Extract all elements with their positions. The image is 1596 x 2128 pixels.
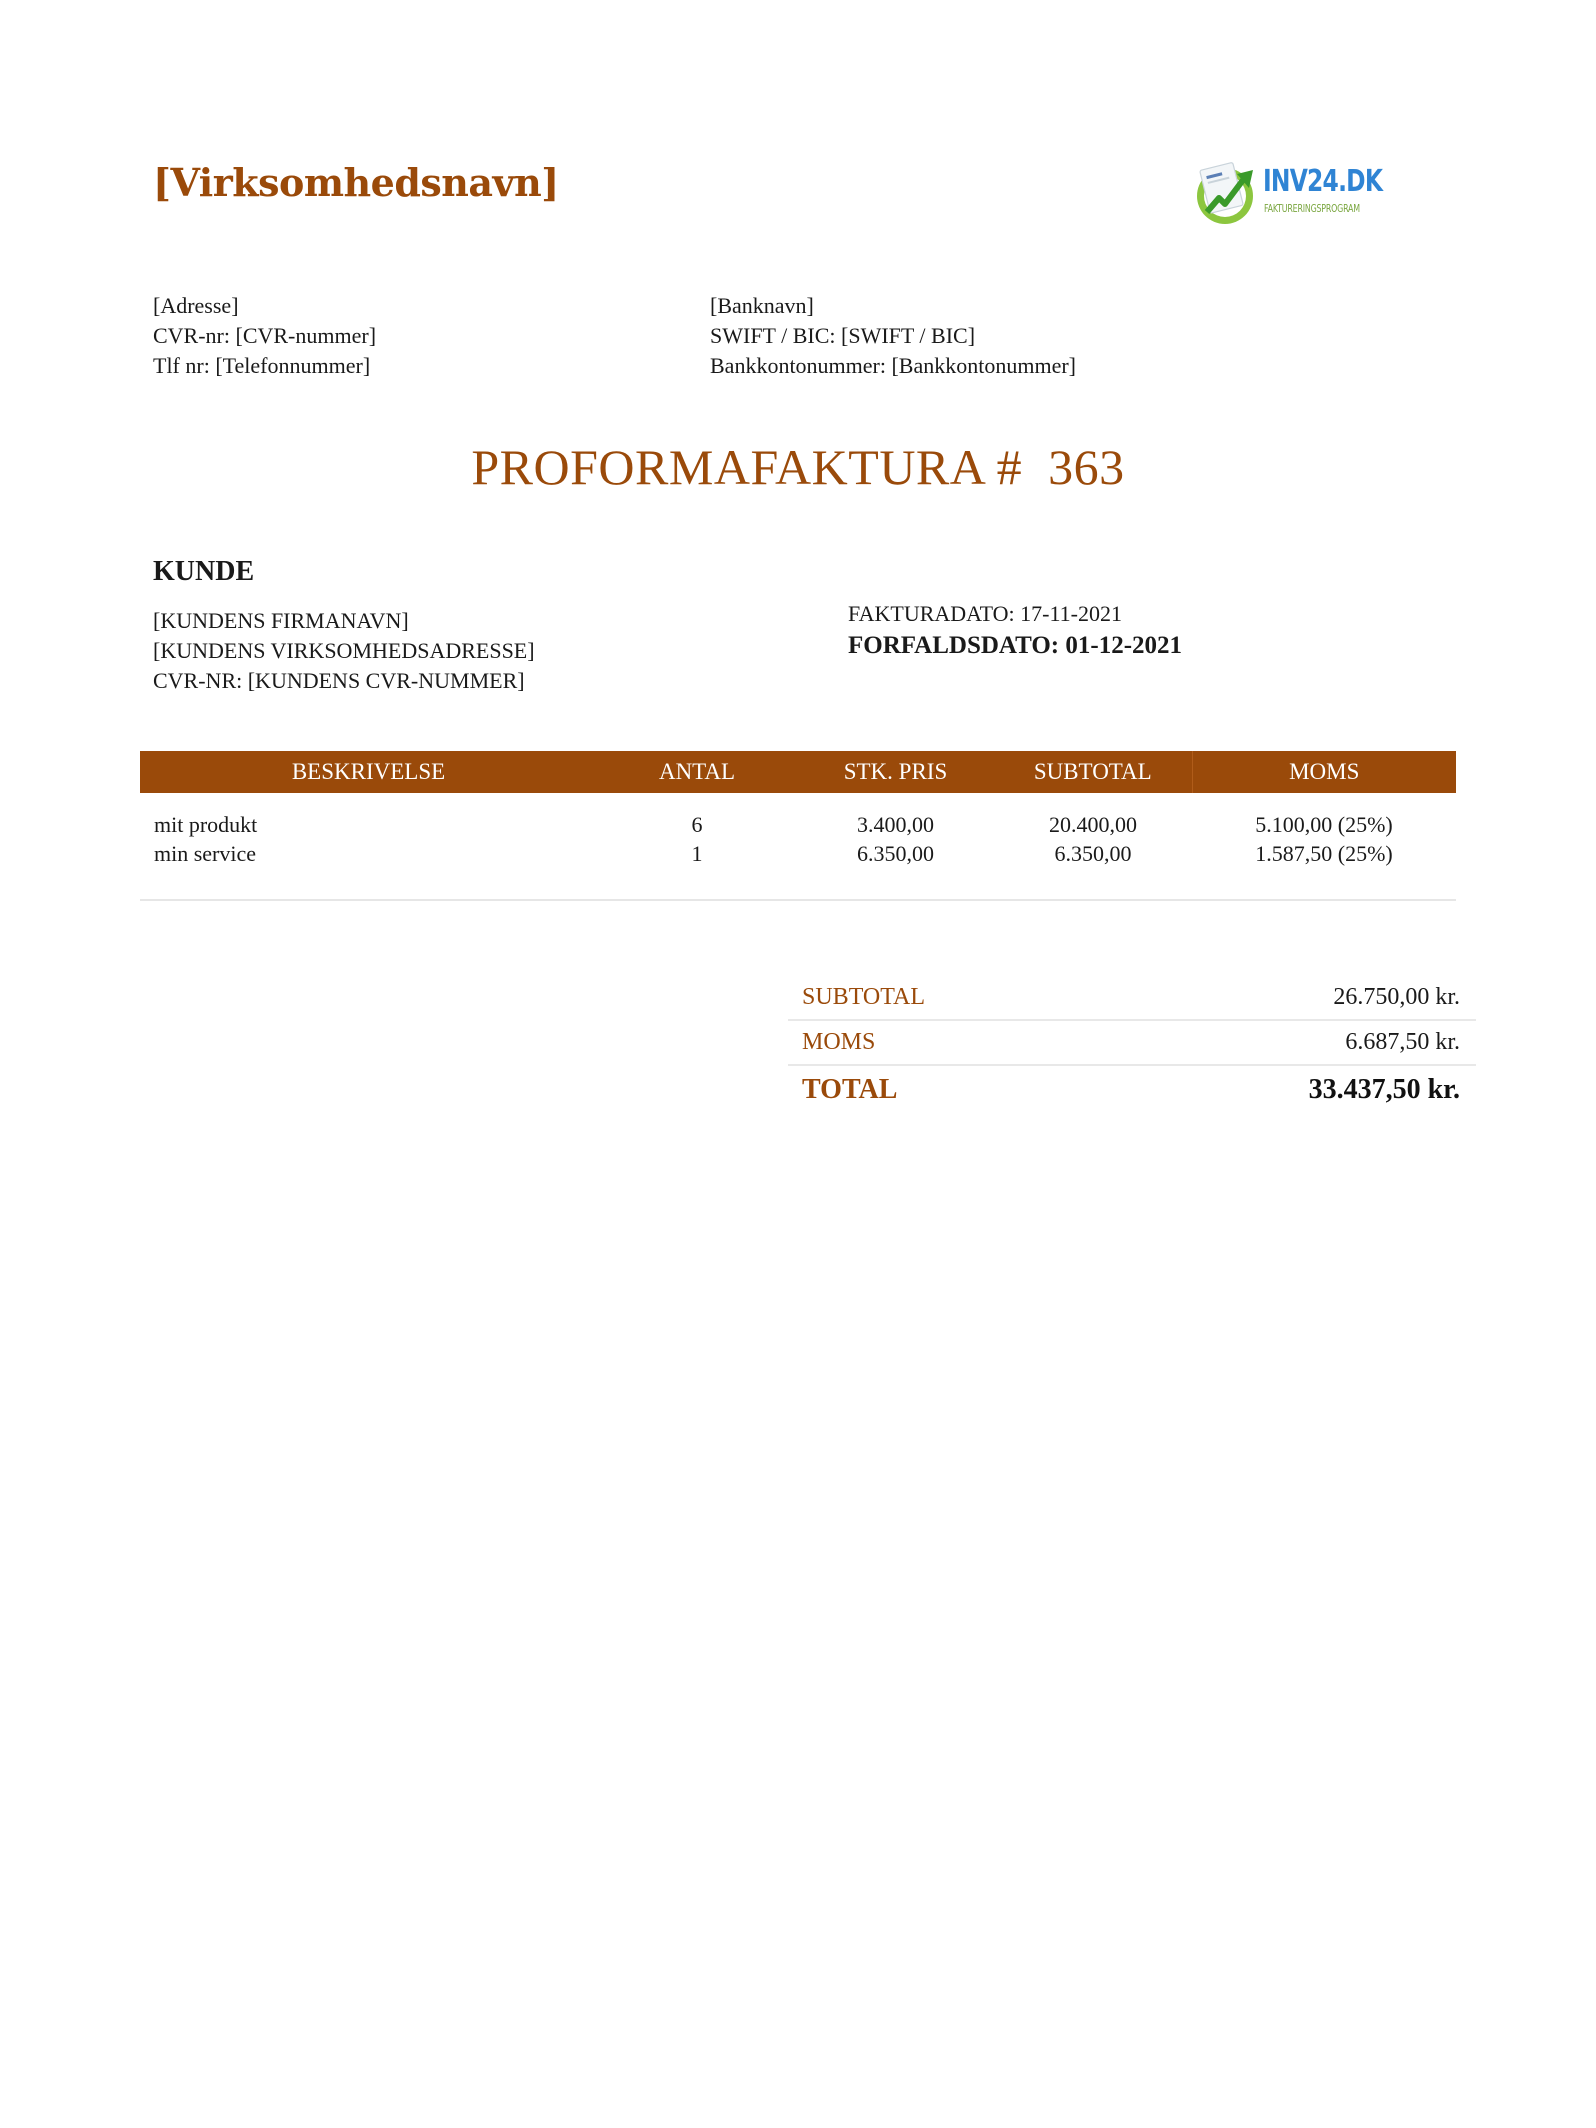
column-header-quantity: ANTAL — [597, 751, 797, 793]
customer-heading: KUNDE — [153, 556, 255, 587]
bank-swift: SWIFT / BIC: [SWIFT / BIC] — [710, 323, 976, 348]
company-name: [Virksomhedsnavn] — [153, 160, 559, 205]
table-row — [140, 793, 1456, 839]
subtotal-value: 26.750,00 kr. — [1333, 984, 1460, 1010]
item-unit-price: 3.400,00 — [857, 812, 934, 837]
bank-details — [710, 291, 1076, 381]
item-quantity: 1 — [691, 841, 703, 866]
logo-wordmark: INV24.DK — [1263, 164, 1383, 199]
total-value: 33.437,50 kr. — [1308, 1074, 1460, 1105]
item-subtotal: 6.350,00 — [1054, 841, 1132, 866]
item-description: min service — [154, 841, 257, 866]
invoice-date: FAKTURADATO: 17-11-2021 — [848, 601, 1122, 626]
item-quantity: 6 — [691, 812, 703, 837]
document-title: PROFORMAFAKTURA # 363 — [471, 439, 1125, 495]
sender-phone: Tlf nr: [Telefonnummer] — [153, 353, 371, 378]
subtotal-row — [788, 976, 1476, 1021]
item-vat: 1.587,50 (25%) — [1255, 841, 1393, 866]
column-header-subtotal: SUBTOTAL — [994, 751, 1192, 793]
customer-details — [153, 606, 535, 696]
sender-address: [Adresse] — [153, 293, 239, 318]
customer-company: [KUNDENS FIRMANAVN] — [153, 608, 409, 633]
table-row — [140, 839, 1456, 868]
inv24-logo — [1193, 158, 1383, 228]
logo-tagline: FAKTURERINGSPROGRAM — [1264, 202, 1360, 215]
table-bottom-divider — [140, 899, 1456, 901]
column-header-vat: MOMS — [1192, 751, 1456, 793]
customer-cvr: CVR-NR: [KUNDENS CVR-NUMMER] — [153, 668, 525, 693]
line-items-table — [140, 751, 1456, 868]
bank-account: Bankkontonummer: [Bankkontonummer] — [710, 353, 1076, 378]
sender-cvr: CVR-nr: [CVR-nummer] — [153, 323, 377, 348]
bank-name: [Banknavn] — [710, 293, 814, 318]
item-description: mit produkt — [154, 812, 258, 837]
item-unit-price: 6.350,00 — [857, 841, 934, 866]
vat-value: 6.687,50 kr. — [1345, 1029, 1460, 1055]
total-label: TOTAL — [802, 1074, 898, 1105]
total-row — [788, 1066, 1476, 1114]
vat-row — [788, 1021, 1476, 1066]
due-date: FORFALDSDATO: 01-12-2021 — [848, 632, 1183, 659]
invoice-dates — [848, 598, 1182, 662]
column-header-unit-price: STK. PRIS — [797, 751, 994, 793]
item-subtotal: 20.400,00 — [1049, 812, 1137, 837]
subtotal-label: SUBTOTAL — [802, 984, 925, 1010]
table-header-row — [140, 751, 1456, 793]
column-header-description: BESKRIVELSE — [140, 751, 597, 793]
vat-label: MOMS — [802, 1029, 876, 1055]
sender-details — [153, 291, 376, 381]
invoice-growth-arrow-icon — [1193, 160, 1261, 226]
customer-address: [KUNDENS VIRKSOMHEDSADRESSE] — [153, 638, 535, 663]
item-vat: 5.100,00 (25%) — [1255, 812, 1393, 837]
totals-summary — [788, 976, 1476, 1114]
